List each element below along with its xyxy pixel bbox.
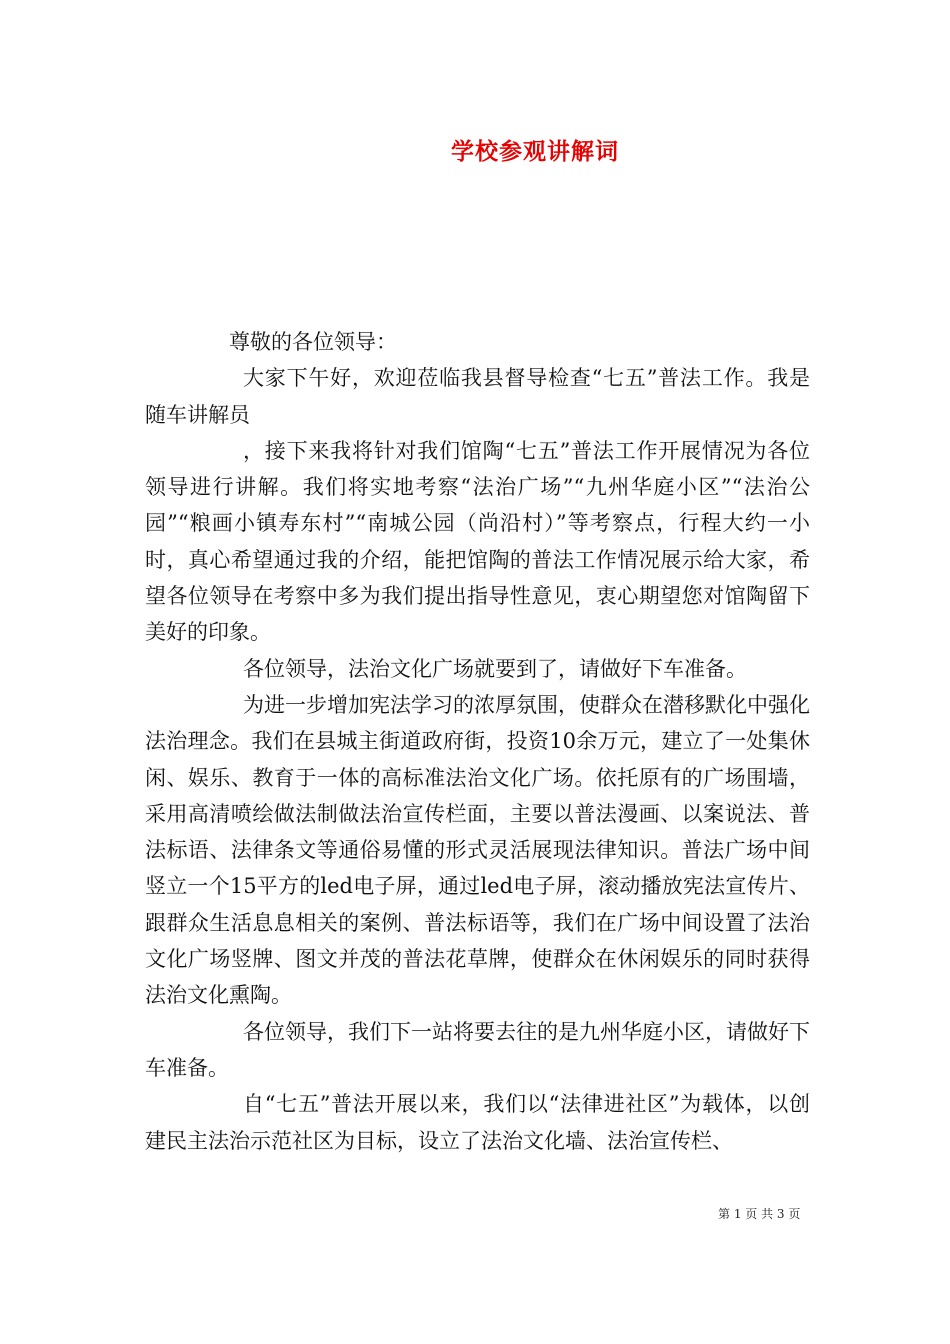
paragraph: 各位领导，我们下一站将要去往的是九州华庭小区，请做好下车准备。 [145, 1019, 810, 1080]
paragraph: 为进一步增加宪法学习的浓厚氛围，使群众在潜移默化中强化法治理念。我们在县城主街道政府街，投资10余万元，建立了一处集休闲、娱乐、教育于一体的高标准法治文化广场。依托原有的广场围墙，采用高清喷绘做法制做法治宣传栏面，主要以普法漫画、以案说法、普法标语、法律条文等通俗易懂的形式灵活展现法律知识。普法广场中间竖立一个15平方的led电子屏，通过led电子屏，滚动播放宪法宣传片、跟群众生活息息相关的案例、普法标语等，我们在广场中间设置了法治文化广场竖牌、图文并茂的普法花草牌，使群众在休闲娱乐的同时获得法治文化熏陶。 [145, 692, 810, 1008]
document-body [145, 324, 810, 1159]
paragraph: 大家下午好，欢迎莅临我县督导检查“七五”普法工作。我是随车讲解员 [145, 366, 810, 427]
paragraph: 自“七五”普法开展以来，我们以“法律进社区”为载体，以创建民主法治示范社区为目标，设立了法治文化墙、法治宣传栏、 [145, 1092, 810, 1153]
document-title: 学校参观讲解词 [451, 138, 619, 165]
paragraph: ，接下来我将针对我们馆陶“七五”普法工作开展情况为各位领导进行讲解。我们将实地考察“法治广场”“九州华庭小区”“法治公园”“粮画小镇寿东村”“南城公园（尚沿村）”等考察点，行程大约一小时，真心希望通过我的介绍，能把馆陶的普法工作情况展示给大家，希望各位领导在考察中多为我们提出指导性意见，衷心期望您对馆陶留下美好的印象。 [145, 438, 810, 645]
page-number: 第 1 页 共 3 页 [718, 1207, 801, 1221]
greeting: 尊敬的各位领导： [229, 330, 397, 354]
paragraph: 各位领导，法治文化广场就要到了，请做好下车准备。 [243, 656, 747, 681]
